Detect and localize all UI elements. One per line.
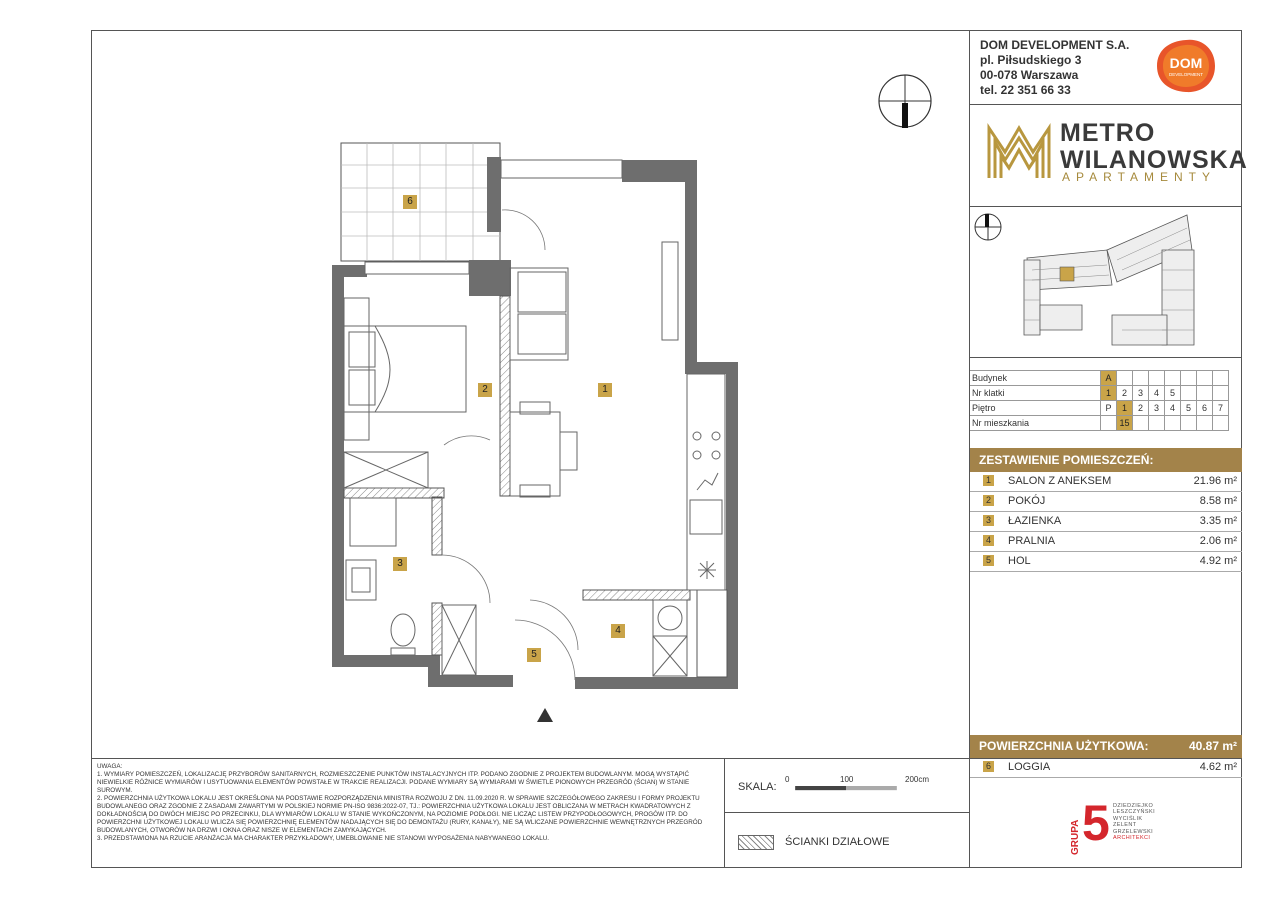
grupa5-name5: GRZELEWSKI <box>1113 828 1154 835</box>
key-plan-compass <box>975 214 1001 240</box>
company-address1: pl. Piłsudskiego 3 <box>980 53 1082 67</box>
brand-title-line2: WILANOWSKA <box>1060 146 1248 174</box>
grupa5-name4: ZELENT <box>1113 822 1137 829</box>
room-label-1: 1 <box>598 383 612 397</box>
klatka-1: 1 <box>1101 386 1117 401</box>
grupa5-name3: WYCIŚLIK <box>1113 815 1143 822</box>
loggia-name: LOGGIA <box>1008 761 1051 773</box>
room-label-4: 4 <box>611 624 625 638</box>
plan-compass <box>879 75 931 128</box>
room-number: 4 <box>983 535 994 546</box>
loggia-area: 4.62 m² <box>1199 761 1237 773</box>
scale-label: SKALA: <box>738 781 777 793</box>
divider-notes-scale <box>724 758 725 868</box>
room-name: POKÓJ <box>1008 495 1046 507</box>
pietro-5: 5 <box>1181 401 1197 416</box>
wardrobe <box>344 298 369 440</box>
divider-company <box>969 104 1242 105</box>
pietro-1: 1 <box>1117 401 1133 416</box>
grupa5-grupa-text <box>1068 803 1082 858</box>
loggia-number: 6 <box>983 761 994 772</box>
pietro-p: P <box>1101 401 1117 416</box>
room-area: 8.58 m² <box>1199 495 1237 507</box>
budynek-label: Budynek <box>970 371 1101 386</box>
pietro-7: 7 <box>1213 401 1229 416</box>
room-row <box>970 472 1242 492</box>
divider-brand <box>969 206 1242 207</box>
grupa5-name1: DZIEDZIEJKO <box>1113 803 1154 809</box>
brand-title-line1: METRO <box>1060 119 1156 147</box>
room-area: 4.92 m² <box>1199 555 1237 567</box>
room-number: 3 <box>983 515 994 526</box>
loggia-area <box>341 143 500 261</box>
grupa5-logo <box>1068 795 1178 865</box>
klatka-5: 5 <box>1165 386 1181 401</box>
company-address2: 00-078 Warszawa <box>980 68 1079 82</box>
grupa5-names <box>1113 803 1155 841</box>
entrance-marker <box>537 708 553 722</box>
budynek-value: A <box>1101 371 1117 386</box>
note-3: 3. PRZEDSTAWIONA NA RZUCIE ARANŻACJA MA CHARAKTER PRZYKŁADOWY, UMEBLOWANIE NIE STANOWI WYPOSAŻENIA NABYWANEGO LOKALU. <box>97 835 550 842</box>
key-plan-highlight <box>1060 267 1074 281</box>
room-area: 2.06 m² <box>1199 535 1237 547</box>
room-row <box>970 492 1242 512</box>
loggia-row <box>970 758 1242 778</box>
kitchen-counter <box>687 374 725 590</box>
brand-title <box>1060 120 1248 174</box>
pietro-2: 2 <box>1133 401 1149 416</box>
legend-label: ŚCIANKI DZIAŁOWE <box>785 836 890 848</box>
grupa5-name2: LESZCZYŃSKI <box>1113 809 1155 816</box>
divider-keyplan <box>969 357 1242 358</box>
room-area: 3.35 m² <box>1199 515 1237 527</box>
room-name: SALON Z ANEKSEM <box>1008 475 1112 487</box>
partition-wall-swatch <box>738 835 774 850</box>
apartment-info-table <box>970 370 1229 431</box>
room-row <box>970 512 1242 532</box>
dom-logo-text: DOM <box>1169 55 1203 71</box>
brand-mw-icon <box>985 120 1053 182</box>
loggia-list <box>970 758 1242 778</box>
room-row <box>970 552 1242 572</box>
rooms-list <box>970 472 1242 572</box>
rooms-header: ZESTAWIENIE POMIESZCZEŃ: <box>970 448 1242 472</box>
room-label-3: 3 <box>393 557 407 571</box>
note-2: 2. POWIERZCHNIA UŻYTKOWA LOKALU JEST OKREŚLONA NA PODSTAWIE ROZPORZĄDZENIA MINISTRA ROZWOJU Z DN. 11.09.2020 R. W SPRAWIE SZCZEGÓŁOWEGO ZAKRESU I FORMY PROJEKTU BUDOWLANEGO ORAZ ZGODNIE Z ZASADAMI ZAWARTYMI W POLSKIEJ NORMIE PN-ISO 9836:2022-07, TJ.: POWIERZCHNIA UŻYTKOWA LOKALU JEST OBLICZANA W METRACH KWADRATOWYCH Z DOKŁADNOŚCIĄ DO DWÓCH MIEJSC PO PRZECINKU, DLA WYMIARÓW LOKALU W STANIE WYKOŃCZONYM, NA POZIOMIE PODŁOGI. NIE LICZĄC LISTEW PRZYPODŁOGOWYCH, PROGÓW ITP. DO POWIERZCHNI UŻYTKOWEJ LOKALU WLICZA SIĘ POWIERZCHNIĘ ELEMENTÓW NADAJĄCYCH SIĘ DO DEMONTAŻU (RURY, KANAŁY), NIE SĄ WLICZANE POWIERZCHNIE WEWNĘTRZNYCH PRZEGRÓD BUDOWLANYCH, OTWORÓW NA DRZWI I OKNA ORAZ NISZE W ELEMENTACH ZAMYKAJĄCYCH. <box>97 795 703 834</box>
row-mieszkanie <box>970 416 1229 431</box>
room-number: 5 <box>983 555 994 566</box>
dom-development-logo <box>1155 38 1217 94</box>
bed <box>344 326 466 412</box>
partition-walls <box>344 296 727 677</box>
company-name: DOM DEVELOPMENT S.A. <box>980 38 1130 52</box>
dom-logo-subtext: DEVELOPMENT <box>1168 72 1204 77</box>
toilet <box>391 614 415 646</box>
room-row <box>970 532 1242 552</box>
room-number: 1 <box>983 475 994 486</box>
scale-tick-100: 100 <box>840 775 854 784</box>
room-area: 21.96 m² <box>1193 475 1237 487</box>
notes-title: UWAGA: <box>97 763 123 770</box>
grupa5-architects: ARCHITEKCI <box>1113 835 1151 842</box>
total-area-bar <box>970 735 1242 758</box>
company-phone: tel. 22 351 66 33 <box>980 83 1071 97</box>
notes-block <box>97 763 717 843</box>
room-name: ŁAZIENKA <box>1008 515 1062 527</box>
room-name: HOL <box>1008 555 1031 567</box>
row-pietro <box>970 401 1229 416</box>
room-label-5: 5 <box>527 648 541 662</box>
divider-scale-legend <box>724 812 969 813</box>
scale-tick-200: 200cm <box>905 775 930 784</box>
note-1: 1. WYMIARY POMIESZCZEŃ, LOKALIZACJĘ PRZYBORÓW SANITARNYCH, ROZMIESZCZENIE PUNKTÓW INSTALACYJNYCH ITP. PODANO ZGODNIE Z PROJEKTEM BUDOWLANYM. MOGĄ WYSTĄPIĆ NIEWIELKIE RÓŻNICE WYMIARÓW I USYTUOWANIA ELEMENTÓW POWSTAŁE W TRAKCIE REALIZACJI. PODANE WYMIARY SĄ WYMIARAMI W ŚWIETLE PIONOWYCH PRZEGRÓD (ŚCIAN) W STANIE SUROWYM. <box>97 771 690 794</box>
shower <box>350 498 396 546</box>
scale-tick-0: 0 <box>785 775 790 784</box>
total-area-label: POWIERZCHNIA UŻYTKOWA: <box>979 739 1149 753</box>
room-label-6: 6 <box>403 195 417 209</box>
pietro-6: 6 <box>1197 401 1213 416</box>
brand-subtitle: APARTAMENTY <box>1062 170 1217 184</box>
dining-table <box>510 412 560 496</box>
key-plan <box>972 210 1242 355</box>
room-name: PRALNIA <box>1008 535 1056 547</box>
sink <box>346 560 376 600</box>
grupa-word: GRUPA <box>1070 819 1081 855</box>
room-number: 2 <box>983 495 994 506</box>
row-klatka <box>970 386 1229 401</box>
total-area-value: 40.87 m² <box>1188 739 1237 753</box>
klatka-2: 2 <box>1117 386 1133 401</box>
scale-bar <box>785 786 907 791</box>
klatka-3: 3 <box>1133 386 1149 401</box>
room-label-2: 2 <box>478 383 492 397</box>
klatka-4: 4 <box>1149 386 1165 401</box>
mieszkanie-value: 15 <box>1117 416 1133 431</box>
pietro-4: 4 <box>1165 401 1181 416</box>
grupa5-number: 5 <box>1082 795 1110 851</box>
klatka-label: Nr klatki <box>970 386 1101 401</box>
mieszkanie-label: Nr mieszkania <box>970 416 1101 431</box>
pietro-label: Piętro <box>970 401 1101 416</box>
metro-wilanowska-brand <box>985 119 1248 190</box>
row-budynek <box>970 371 1229 386</box>
pietro-3: 3 <box>1149 401 1165 416</box>
company-info <box>980 38 1129 98</box>
